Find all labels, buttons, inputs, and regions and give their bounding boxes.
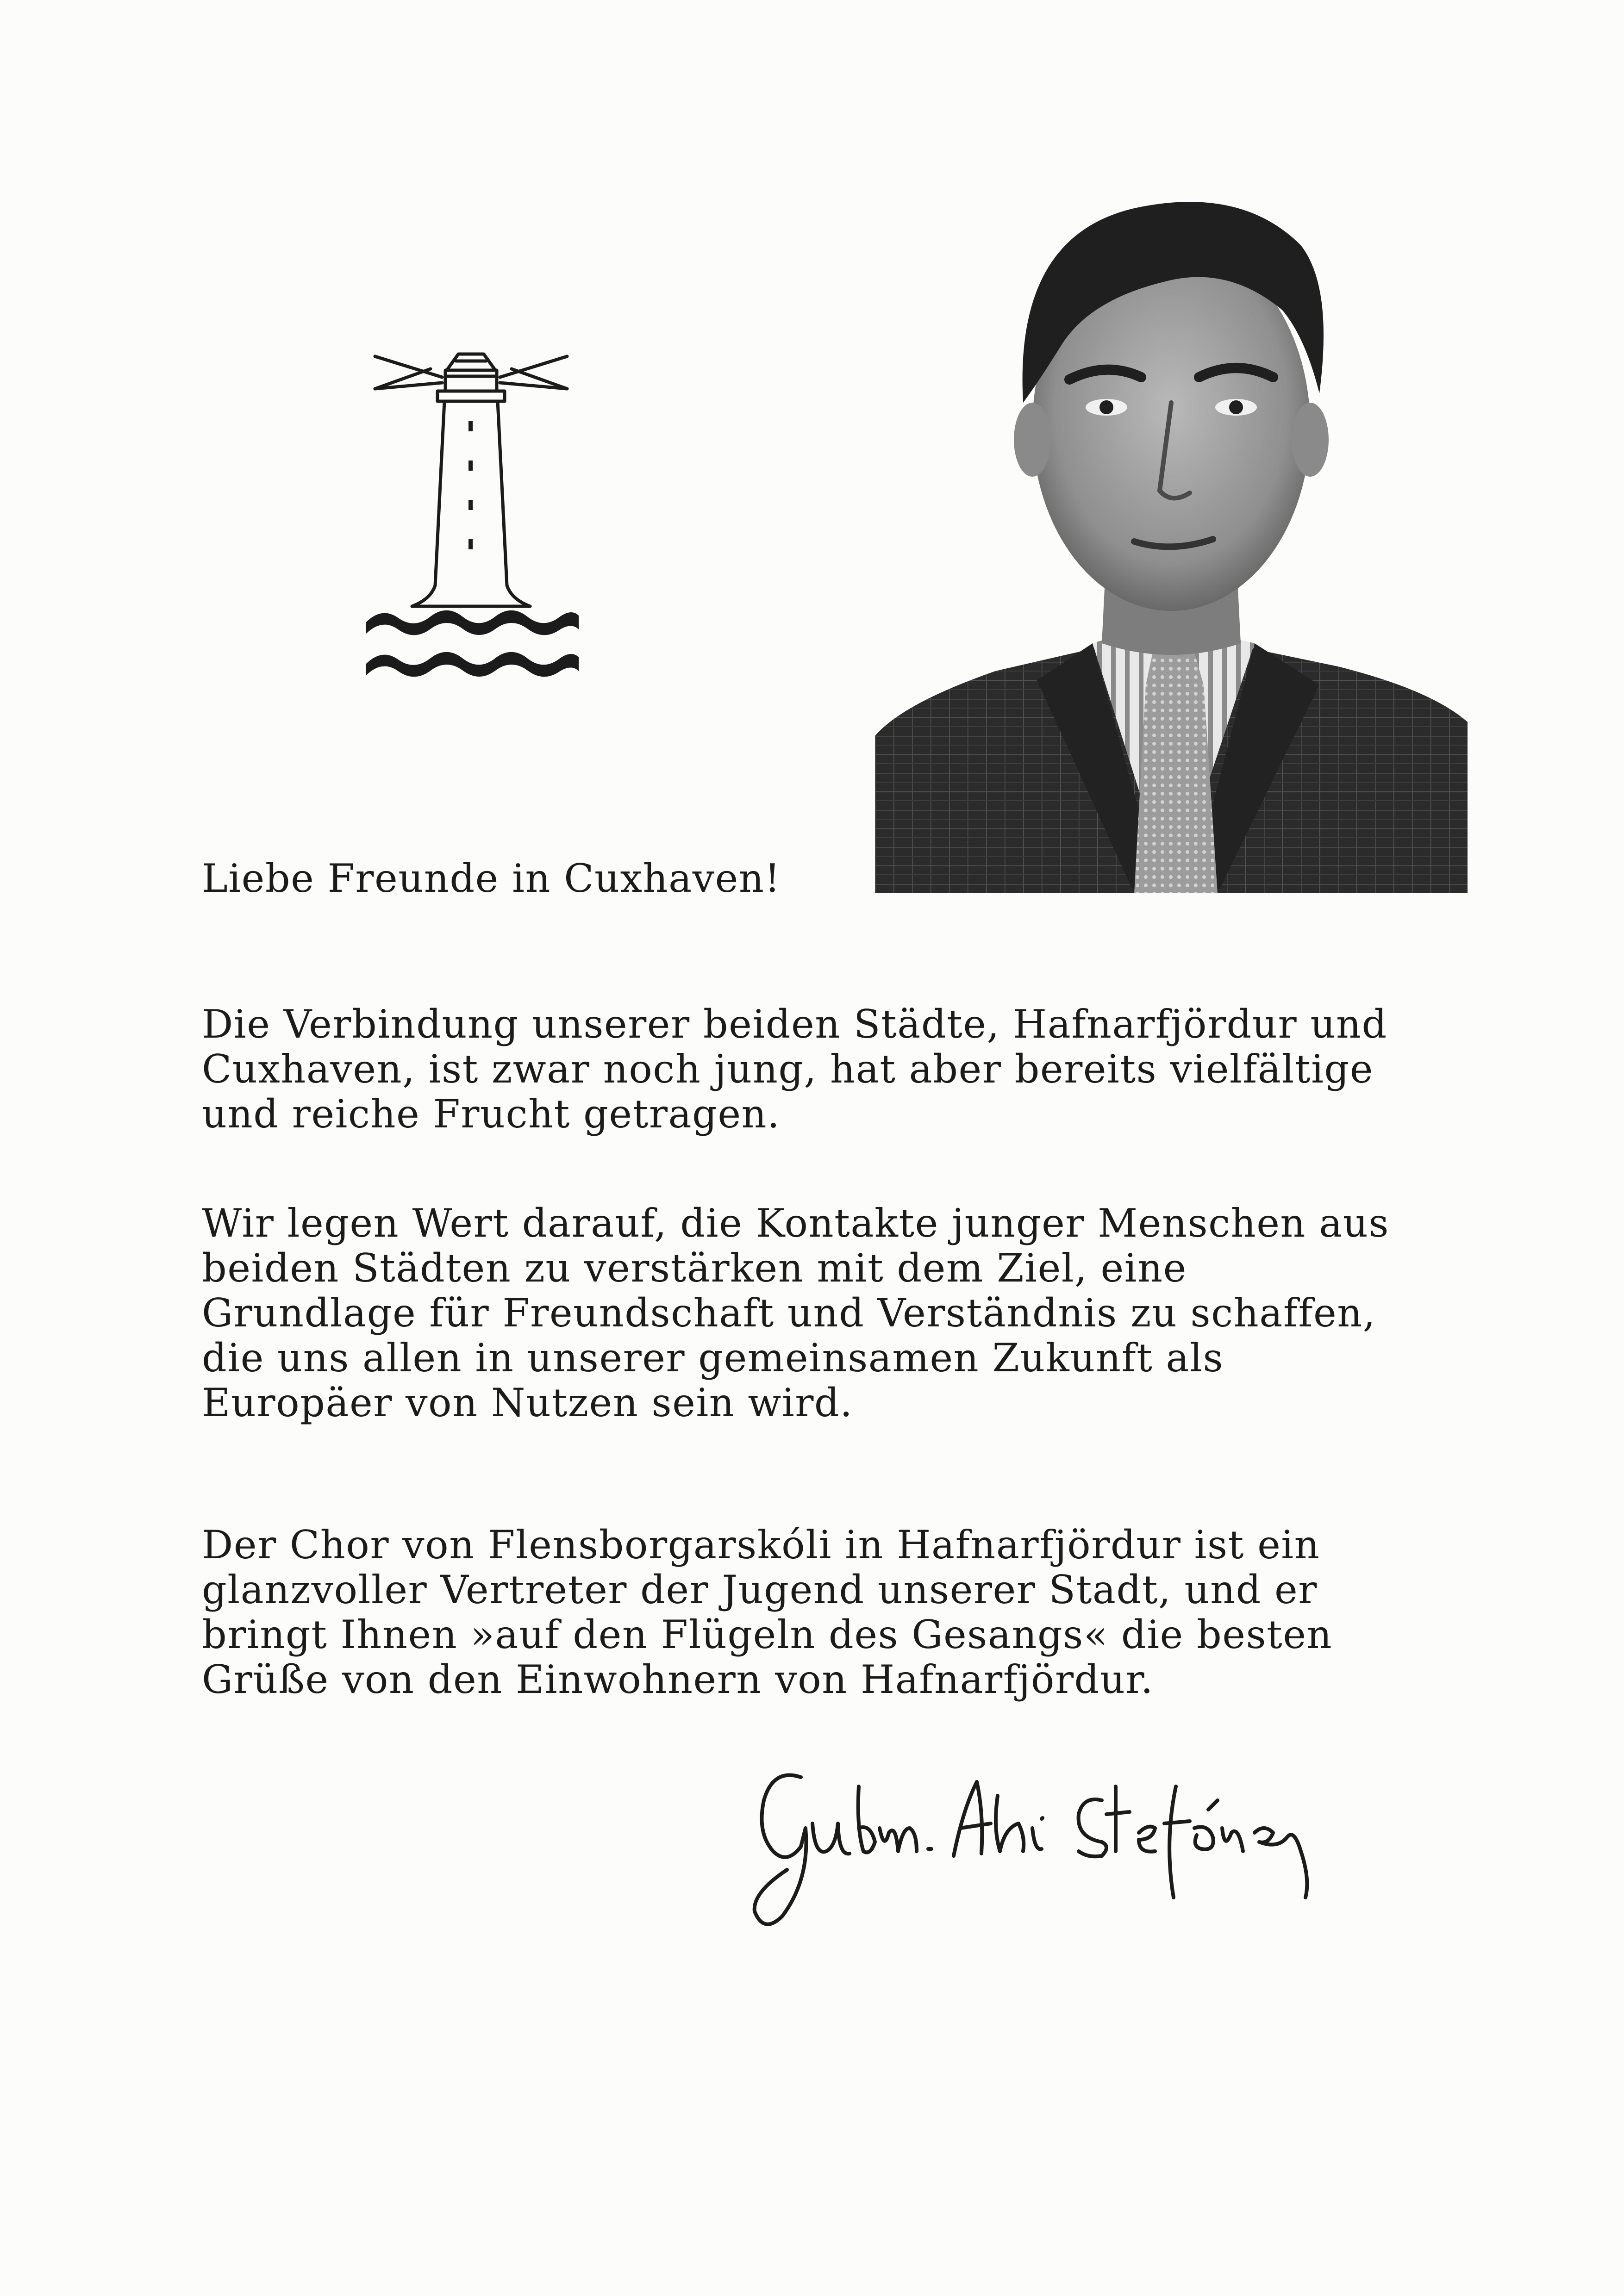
paragraph-2-line: Wir legen Wert darauf, die Kontakte junger Menschen aus — [202, 1201, 1390, 1246]
paragraph-2-line: Grundlage für Freundschaft und Verständnis zu schaffen, — [202, 1290, 1376, 1336]
paragraph-3-line: bringt Ihnen »auf den Flügeln des Gesangs« die besten — [202, 1612, 1333, 1657]
greeting — [202, 856, 781, 901]
paragraph-3 — [202, 1523, 1332, 1702]
paragraph-1 — [202, 1002, 1387, 1137]
lighthouse-icon — [361, 340, 583, 692]
paragraph-3-line: Der Chor von Flensborgarskóli in Hafnarfjördur ist ein — [202, 1522, 1320, 1568]
portrait-photo — [875, 106, 1468, 893]
paragraph-3-line: glanzvoller Vertreter der Jugend unserer Stadt, und er — [202, 1567, 1318, 1612]
signature-icon — [731, 1759, 1426, 1935]
paragraph-2-line: beiden Städten zu verstärken mit dem Ziel, eine — [202, 1245, 1187, 1291]
paragraph-2 — [202, 1201, 1389, 1425]
paragraph-1-line: Die Verbindung unserer beiden Städte, Hafnarfjördur und — [202, 1002, 1387, 1047]
paragraph-2-line: Europäer von Nutzen sein wird. — [202, 1380, 853, 1425]
paragraph-2-line: die uns allen in unserer gemeinsamen Zukunft als — [202, 1335, 1224, 1381]
paragraph-1-line: und reiche Frucht getragen. — [202, 1091, 781, 1137]
paragraph-3-line: Grüße von den Einwohnern von Hafnarfjördur. — [202, 1657, 1154, 1702]
greeting-text: Liebe Freunde in Cuxhaven! — [202, 856, 781, 901]
paragraph-1-line: Cuxhaven, ist zwar noch jung, hat aber bereits vielfältige — [202, 1046, 1374, 1092]
